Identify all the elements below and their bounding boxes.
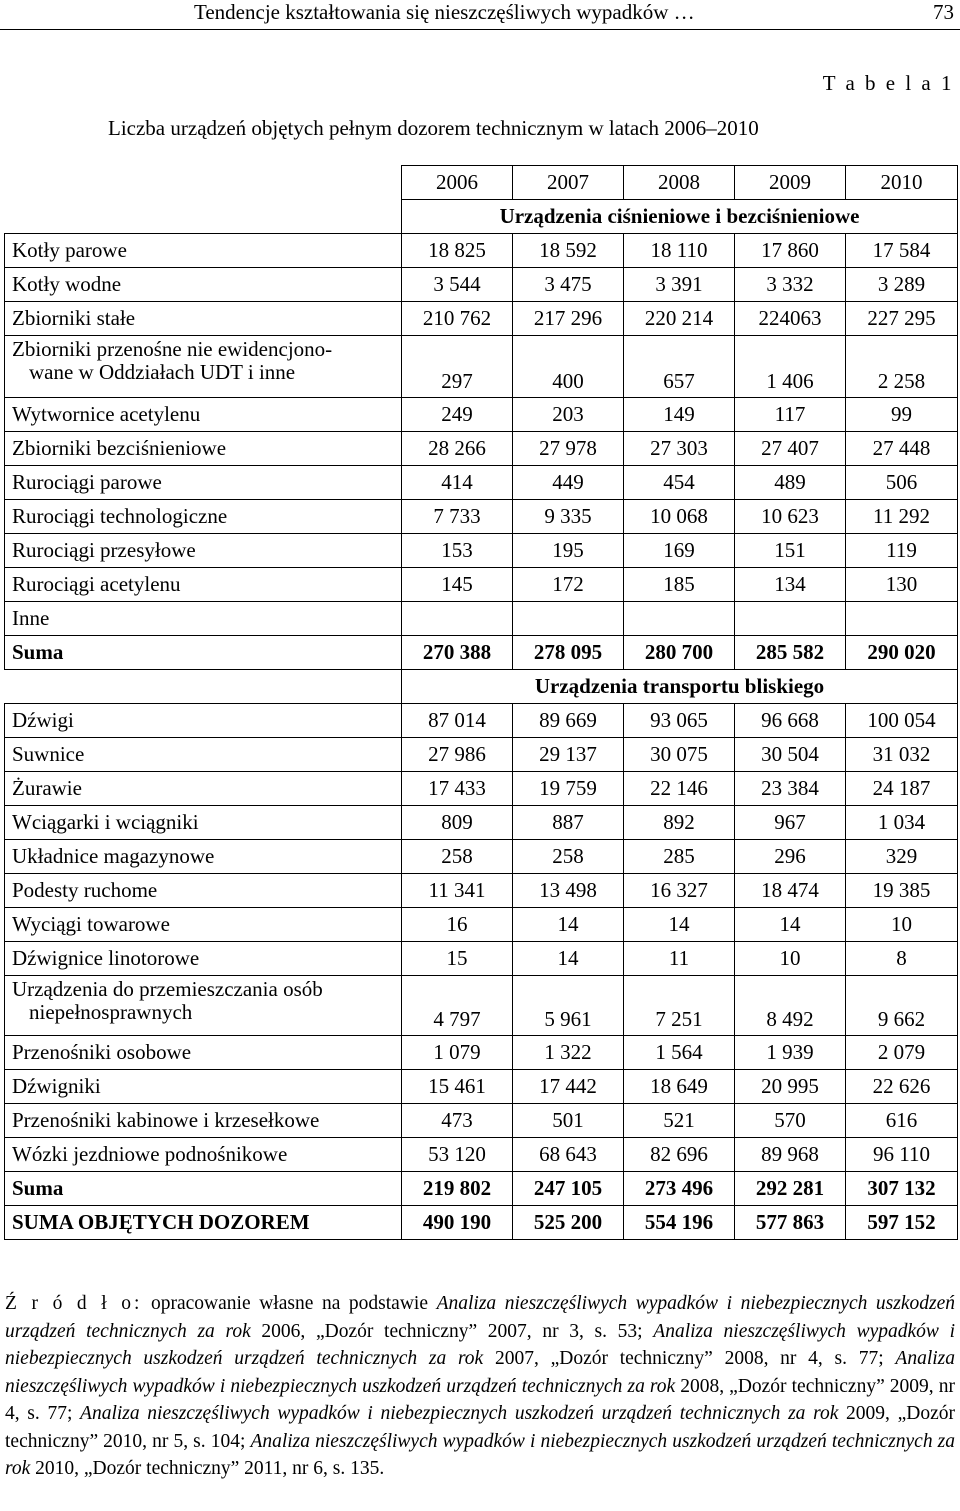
value-cell: 93 065 <box>624 704 735 738</box>
value-cell: 15 <box>402 942 513 976</box>
row-label: Podesty ruchome <box>5 874 402 908</box>
source-text-3: 2007, „Dozór techniczny” 2008, nr 4, s. 77; <box>483 1348 896 1369</box>
value-cell: 3 544 <box>402 268 513 302</box>
value-cell: 195 <box>513 534 624 568</box>
value-cell: 27 303 <box>624 432 735 466</box>
row-label: Suwnice <box>5 738 402 772</box>
row-label-line: Urządzenia do przemieszczania osób <box>12 977 323 1001</box>
row-label: Wytwornice acetylenu <box>5 398 402 432</box>
value-cell: 400 <box>513 336 624 398</box>
table-row <box>5 534 958 568</box>
row-label: Dźwignice linotorowe <box>5 942 402 976</box>
value-cell: 29 137 <box>513 738 624 772</box>
source-title-5: Analiza nieszczęśliwych wypadków i niebezpiecznych uszkodzeń urządzeń technicznych za rok <box>5 1430 955 1479</box>
value-cell: 172 <box>513 568 624 602</box>
table-row <box>5 1070 958 1104</box>
table-row <box>5 840 958 874</box>
value-cell: 153 <box>402 534 513 568</box>
value-cell: 414 <box>402 466 513 500</box>
value-cell: 449 <box>513 466 624 500</box>
value-cell: 285 <box>624 840 735 874</box>
table-row <box>5 874 958 908</box>
value-cell: 278 095 <box>513 636 624 670</box>
section-header-row <box>5 670 958 704</box>
value-cell: 454 <box>624 466 735 500</box>
value-cell: 490 190 <box>402 1206 513 1240</box>
value-cell: 53 120 <box>402 1138 513 1172</box>
value-cell: 11 292 <box>846 500 958 534</box>
value-cell: 219 802 <box>402 1172 513 1206</box>
row-label <box>5 336 402 398</box>
row-label: Rurociągi parowe <box>5 466 402 500</box>
row-label-line: Zbiorniki przenośne nie ewidencjono- <box>12 337 333 361</box>
value-cell: 5 961 <box>513 976 624 1036</box>
value-cell: 7 733 <box>402 500 513 534</box>
row-label: Przenośniki kabinowe i krzesełkowe <box>5 1104 402 1138</box>
value-cell: 525 200 <box>513 1206 624 1240</box>
running-header-title: Tendencje kształtowania się nieszczęśliwych wypadków … <box>194 0 695 24</box>
source-title-4: Analiza nieszczęśliwych wypadków i niebezpiecznych uszkodzeń urządzeń technicznych za rok <box>80 1403 839 1424</box>
value-cell: 227 295 <box>846 302 958 336</box>
blank-cell <box>5 166 402 200</box>
row-label: Kotły parowe <box>5 234 402 268</box>
value-cell: 16 327 <box>624 874 735 908</box>
value-cell: 1 564 <box>624 1036 735 1070</box>
table-row <box>5 942 958 976</box>
value-cell: 892 <box>624 806 735 840</box>
value-cell: 3 391 <box>624 268 735 302</box>
value-cell: 296 <box>735 840 846 874</box>
value-cell: 14 <box>513 908 624 942</box>
table-row <box>5 772 958 806</box>
value-cell: 3 475 <box>513 268 624 302</box>
value-cell: 18 649 <box>624 1070 735 1104</box>
value-cell: 14 <box>735 908 846 942</box>
value-cell: 8 <box>846 942 958 976</box>
value-cell: 19 385 <box>846 874 958 908</box>
value-cell: 17 860 <box>735 234 846 268</box>
row-label: Układnice magazynowe <box>5 840 402 874</box>
row-label-line: niepełnosprawnych <box>29 1000 193 1024</box>
table-row <box>5 500 958 534</box>
table-row <box>5 908 958 942</box>
value-cell: 119 <box>846 534 958 568</box>
value-cell: 273 496 <box>624 1172 735 1206</box>
source-title-3: Analiza nieszczęśliwych wypadków i niebezpiecznych uszkodzeń urządzeń technicznych za rok <box>5 1348 955 1397</box>
table-row <box>5 268 958 302</box>
value-cell: 89 968 <box>735 1138 846 1172</box>
value-cell: 307 132 <box>846 1172 958 1206</box>
year-header-cell: 2010 <box>846 166 958 200</box>
value-cell: 10 <box>846 908 958 942</box>
value-cell: 23 384 <box>735 772 846 806</box>
value-cell: 292 281 <box>735 1172 846 1206</box>
table-label: T a b e l a 1 <box>822 71 954 95</box>
value-cell: 967 <box>735 806 846 840</box>
value-cell: 8 492 <box>735 976 846 1036</box>
value-cell: 1 939 <box>735 1036 846 1070</box>
blank-cell <box>5 670 402 704</box>
section-header-row <box>5 200 958 234</box>
value-cell: 24 187 <box>846 772 958 806</box>
value-cell: 22 626 <box>846 1070 958 1104</box>
value-cell: 149 <box>624 398 735 432</box>
value-cell: 30 075 <box>624 738 735 772</box>
table-caption: Liczba urządzeń objętych pełnym dozorem technicznym w latach 2006–2010 <box>108 116 759 140</box>
value-cell: 99 <box>846 398 958 432</box>
value-cell: 87 014 <box>402 704 513 738</box>
value-cell: 18 592 <box>513 234 624 268</box>
source-title-1: Analiza nieszczęśliwych wypadków i niebezpiecznych uszkodzeń urządzeń technicznych za rok <box>5 1293 956 1342</box>
row-label-line: wane w Oddziałach UDT i inne <box>29 360 296 384</box>
value-cell: 17 584 <box>846 234 958 268</box>
row-label: Wciągarki i wciągniki <box>5 806 402 840</box>
value-cell: 577 863 <box>735 1206 846 1240</box>
value-cell: 210 762 <box>402 302 513 336</box>
table-row <box>5 336 958 398</box>
table-row <box>5 466 958 500</box>
value-cell: 501 <box>513 1104 624 1138</box>
value-cell: 2 258 <box>846 336 958 398</box>
value-cell: 809 <box>402 806 513 840</box>
value-cell: 9 335 <box>513 500 624 534</box>
section-title: Urządzenia transportu bliskiego <box>402 670 958 704</box>
row-label: Zbiorniki bezciśnieniowe <box>5 432 402 466</box>
year-header-row <box>5 166 958 200</box>
value-cell: 169 <box>624 534 735 568</box>
row-label: Wózki jezdniowe podnośnikowe <box>5 1138 402 1172</box>
value-cell: 258 <box>402 840 513 874</box>
value-cell: 9 662 <box>846 976 958 1036</box>
value-cell: 657 <box>624 336 735 398</box>
source-text-5: 2009, „Dozór techniczny” 2010, nr 5, s. 104; <box>5 1403 955 1452</box>
table-row <box>5 602 958 636</box>
table-row <box>5 432 958 466</box>
value-cell: 18 474 <box>735 874 846 908</box>
value-cell: 11 341 <box>402 874 513 908</box>
value-cell: 280 700 <box>624 636 735 670</box>
value-cell: 16 <box>402 908 513 942</box>
value-cell: 185 <box>624 568 735 602</box>
value-cell: 20 995 <box>735 1070 846 1104</box>
value-cell: 506 <box>846 466 958 500</box>
table-row <box>5 738 958 772</box>
value-cell: 17 433 <box>402 772 513 806</box>
source-text-1: opracowanie własne na podstawie <box>142 1293 437 1314</box>
page-number: 73 <box>933 0 954 24</box>
running-header <box>0 0 960 30</box>
table-row <box>5 234 958 268</box>
value-cell: 521 <box>624 1104 735 1138</box>
table-row <box>5 302 958 336</box>
value-cell: 145 <box>402 568 513 602</box>
row-label: Wyciągi towarowe <box>5 908 402 942</box>
source-lead: Ź r ó d ł o: <box>5 1293 143 1314</box>
value-cell: 17 442 <box>513 1070 624 1104</box>
value-cell: 14 <box>513 942 624 976</box>
value-cell: 7 251 <box>624 976 735 1036</box>
value-cell <box>402 602 513 636</box>
value-cell: 31 032 <box>846 738 958 772</box>
row-label: Suma <box>5 1172 402 1206</box>
value-cell <box>513 602 624 636</box>
value-cell: 30 504 <box>735 738 846 772</box>
value-cell: 270 388 <box>402 636 513 670</box>
value-cell: 27 986 <box>402 738 513 772</box>
value-cell: 217 296 <box>513 302 624 336</box>
value-cell: 554 196 <box>624 1206 735 1240</box>
row-label: Rurociągi technologiczne <box>5 500 402 534</box>
row-label: Dźwigniki <box>5 1070 402 1104</box>
value-cell: 2 079 <box>846 1036 958 1070</box>
section-title: Urządzenia ciśnieniowe i bezciśnieniowe <box>402 200 958 234</box>
value-cell: 616 <box>846 1104 958 1138</box>
value-cell: 117 <box>735 398 846 432</box>
row-label: Inne <box>5 602 402 636</box>
value-cell: 89 669 <box>513 704 624 738</box>
year-header-cell: 2007 <box>513 166 624 200</box>
value-cell <box>624 602 735 636</box>
value-cell: 249 <box>402 398 513 432</box>
value-cell: 130 <box>846 568 958 602</box>
grand-total-row <box>5 1206 958 1240</box>
value-cell: 1 079 <box>402 1036 513 1070</box>
value-cell: 13 498 <box>513 874 624 908</box>
value-cell: 570 <box>735 1104 846 1138</box>
value-cell: 224063 <box>735 302 846 336</box>
value-cell <box>735 602 846 636</box>
value-cell: 4 797 <box>402 976 513 1036</box>
value-cell: 247 105 <box>513 1172 624 1206</box>
table-row <box>5 568 958 602</box>
row-label: Rurociągi acetylenu <box>5 568 402 602</box>
row-label: Zbiorniki stałe <box>5 302 402 336</box>
data-table <box>4 165 958 1240</box>
value-cell: 27 407 <box>735 432 846 466</box>
year-header-cell: 2008 <box>624 166 735 200</box>
row-label: Rurociągi przesyłowe <box>5 534 402 568</box>
value-cell: 3 332 <box>735 268 846 302</box>
sum-row <box>5 636 958 670</box>
year-header-cell: 2009 <box>735 166 846 200</box>
value-cell: 82 696 <box>624 1138 735 1172</box>
value-cell: 134 <box>735 568 846 602</box>
row-label: Suma <box>5 636 402 670</box>
table-row <box>5 806 958 840</box>
value-cell: 96 668 <box>735 704 846 738</box>
value-cell: 1 034 <box>846 806 958 840</box>
value-cell: 22 146 <box>624 772 735 806</box>
sum-row <box>5 1172 958 1206</box>
value-cell: 258 <box>513 840 624 874</box>
source-note <box>5 1290 955 1483</box>
value-cell: 27 448 <box>846 432 958 466</box>
blank-cell <box>5 200 402 234</box>
value-cell: 18 825 <box>402 234 513 268</box>
value-cell <box>846 602 958 636</box>
table-row <box>5 976 958 1036</box>
value-cell: 11 <box>624 942 735 976</box>
value-cell: 489 <box>735 466 846 500</box>
value-cell: 68 643 <box>513 1138 624 1172</box>
value-cell: 473 <box>402 1104 513 1138</box>
year-header-cell: 2006 <box>402 166 513 200</box>
row-label: Kotły wodne <box>5 268 402 302</box>
source-text-4: 2008, „Dozór techniczny” 2009, nr 4, s. 77; <box>5 1375 955 1424</box>
value-cell: 100 054 <box>846 704 958 738</box>
source-text-6: 2010, „Dozór techniczny” 2011, nr 6, s. 135. <box>30 1458 385 1479</box>
value-cell: 887 <box>513 806 624 840</box>
value-cell: 3 289 <box>846 268 958 302</box>
table-row <box>5 1104 958 1138</box>
table-row <box>5 1138 958 1172</box>
value-cell: 290 020 <box>846 636 958 670</box>
source-text-2: 2006, „Dozór techniczny” 2007, nr 3, s. 53; <box>250 1320 654 1342</box>
source-title-2: Analiza nieszczęśliwych wypadków i niebezpiecznych uszkodzeń urządzeń technicznych za rok <box>5 1320 956 1369</box>
table-row <box>5 398 958 432</box>
value-cell: 10 068 <box>624 500 735 534</box>
value-cell: 28 266 <box>402 432 513 466</box>
value-cell: 10 623 <box>735 500 846 534</box>
value-cell: 329 <box>846 840 958 874</box>
row-label <box>5 976 402 1036</box>
row-label: Żurawie <box>5 772 402 806</box>
value-cell: 297 <box>402 336 513 398</box>
value-cell: 285 582 <box>735 636 846 670</box>
value-cell: 18 110 <box>624 234 735 268</box>
row-label: Dźwigi <box>5 704 402 738</box>
value-cell: 10 <box>735 942 846 976</box>
value-cell: 15 461 <box>402 1070 513 1104</box>
value-cell: 14 <box>624 908 735 942</box>
value-cell: 96 110 <box>846 1138 958 1172</box>
row-label: Przenośniki osobowe <box>5 1036 402 1070</box>
value-cell: 1 322 <box>513 1036 624 1070</box>
table-row <box>5 1036 958 1070</box>
data-table-body <box>5 166 958 1240</box>
value-cell: 27 978 <box>513 432 624 466</box>
row-label: SUMA OBJĘTYCH DOZOREM <box>5 1206 402 1240</box>
table-row <box>5 704 958 738</box>
value-cell: 151 <box>735 534 846 568</box>
value-cell: 203 <box>513 398 624 432</box>
value-cell: 597 152 <box>846 1206 958 1240</box>
value-cell: 19 759 <box>513 772 624 806</box>
value-cell: 220 214 <box>624 302 735 336</box>
value-cell: 1 406 <box>735 336 846 398</box>
